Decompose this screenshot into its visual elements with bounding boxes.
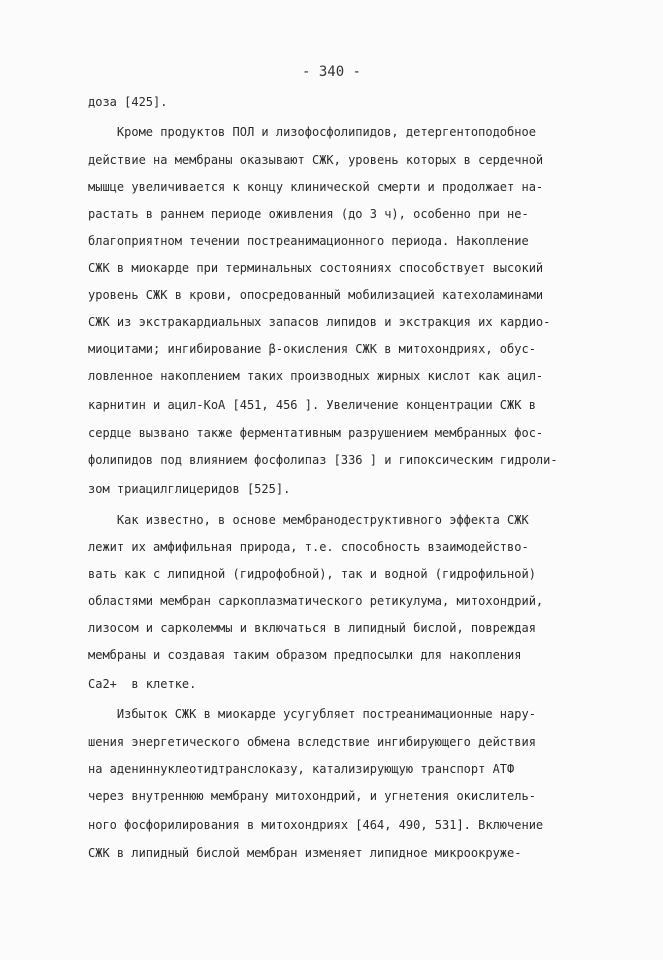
text-line: СЖК в липидный бислой мембран изменяет липидное микроокруже-: [88, 846, 522, 860]
text-line: Ca2+ в клетке.: [88, 677, 197, 691]
text-line: миоцитами; ингибирование β-окисления СЖК в митохондриях, обус-: [88, 342, 536, 356]
text-line: уровень СЖК в крови, опосредованный мобилизацией катехоламинами: [88, 288, 544, 302]
text-line: областями мембран саркоплазматического ретикулума, митохондрий,: [88, 594, 544, 608]
text-line: растать в раннем периоде оживления (до 3 ч), особенно при не-: [88, 207, 529, 221]
text-line: лизосом и сарколеммы и включаться в липидный бислой, повреждая: [88, 621, 536, 635]
text-line: Избыток СЖК в миокарде усугубляет постреанимационные нару-: [88, 707, 536, 721]
text-line: доза [425].: [88, 95, 168, 109]
text-line: Кроме продуктов ПОЛ и лизофосфолипидов, детергентоподобное: [88, 125, 536, 139]
text-line: благоприятном течении постреанимационного периода. Накопление: [88, 234, 529, 248]
text-line: Как известно, в основе мембранодеструктивного эффекта СЖК: [88, 513, 529, 527]
text-line: через внутреннюю мембрану митохондрий, и угнетения окислитель-: [88, 789, 536, 803]
text-line: лежит их амфифильная природа, т.е. способность взаимодейство-: [88, 540, 529, 554]
text-line: ного фосфорилирования в митохондриях [464, 490, 531]. Включение: [88, 818, 544, 832]
page-number: - 340 -: [301, 64, 361, 80]
text-line: СЖК в миокарде при терминальных состояниях способствует высокий: [88, 261, 544, 275]
text-line: ловленное накоплением таких производных жирных кислот как ацил-: [88, 369, 544, 383]
text-line: карнитин и ацил-КоА [451, 456 ]. Увеличение концентрации СЖК в: [88, 398, 536, 412]
text-line: на адениннуклеотидтранслоказу, катализирующую транспорт АТФ: [88, 762, 515, 776]
text-line: сердце вызвано также ферментативным разрушением мембранных фос-: [88, 426, 544, 440]
text-line: действие на мембраны оказывают СЖК, уровень которых в сердечной: [88, 153, 544, 167]
text-line: мембраны и создавая таким образом предпосылки для накопления: [88, 648, 522, 662]
text-line: зом триацилглицеридов [525].: [88, 482, 291, 496]
text-line: фолипидов под влиянием фосфолипаз [336 ] и гипоксическим гидроли-: [88, 453, 558, 467]
text-line: мышце увеличивается к концу клинической смерти и продолжает на-: [88, 180, 544, 194]
text-line: шения энергетического обмена вследствие ингибирующего действия: [88, 735, 536, 749]
text-line: СЖК из экстракардиальных запасов липидов и экстракция их кардио-: [88, 315, 551, 329]
text-line: вать как с липидной (гидрофобной), так и водной (гидрофильной): [88, 567, 536, 581]
